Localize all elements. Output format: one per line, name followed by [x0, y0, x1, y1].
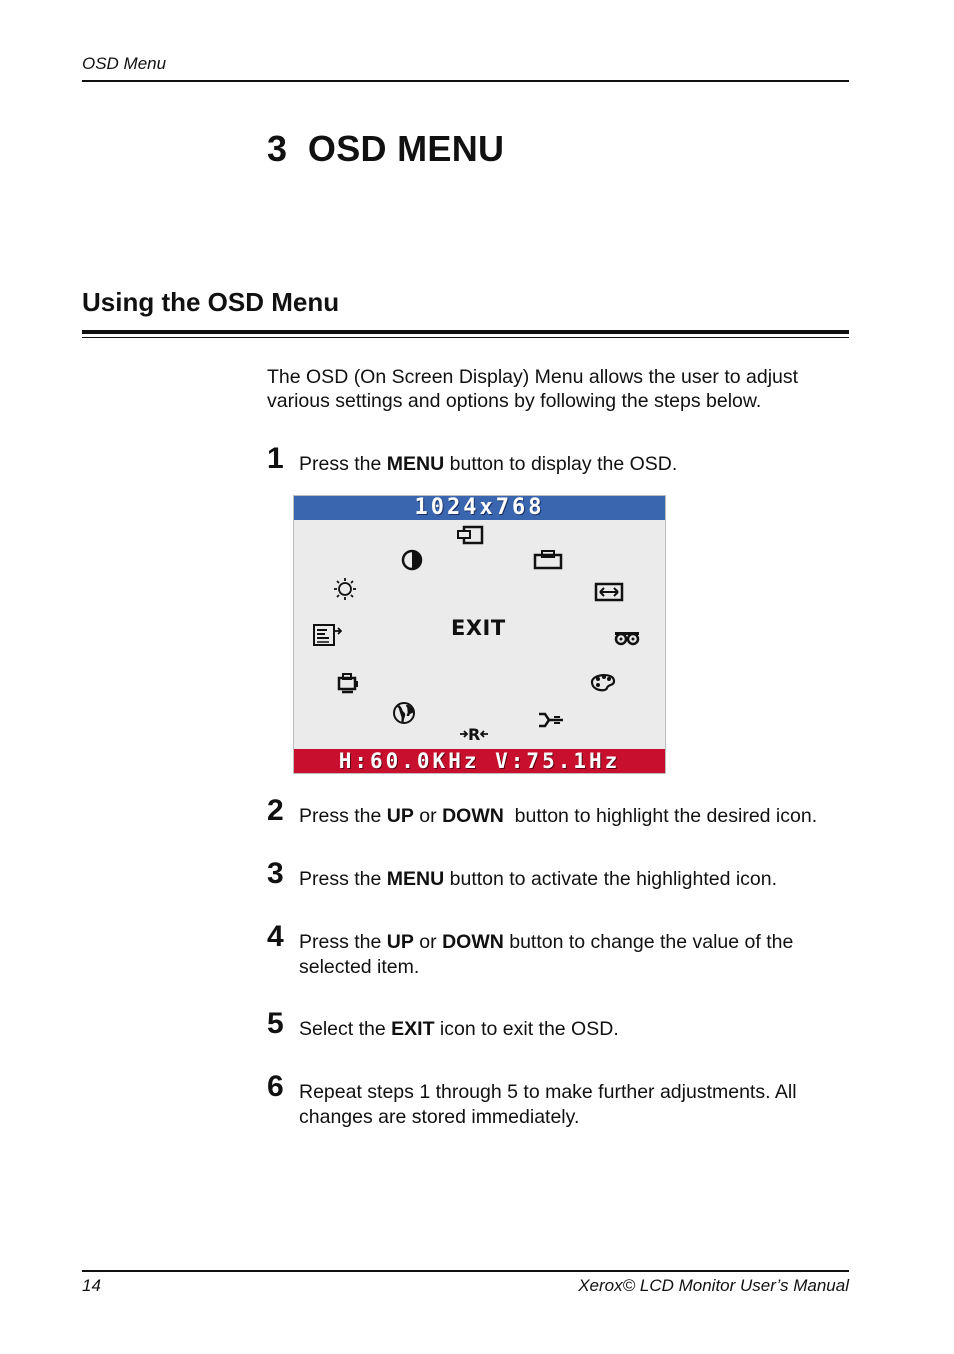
section-rule-thick	[82, 330, 849, 334]
step-text: Press the MENU button to display the OSD.	[299, 453, 678, 475]
step-number: 6	[267, 1070, 284, 1103]
chapter-title: 3 OSD MENU	[267, 128, 505, 169]
manual-title: Xerox© LCD Monitor User’s Manual	[578, 1276, 849, 1295]
osd-settings-icon	[334, 672, 364, 696]
contrast-icon	[397, 548, 427, 572]
color-temp-icon	[612, 624, 642, 648]
step-number: 1	[267, 442, 284, 475]
step-number: 2	[267, 794, 284, 827]
osd-exit-label: EXIT	[451, 616, 506, 640]
step-text: Press the MENU button to activate the highlighted icon.	[299, 868, 778, 890]
position-icon	[456, 523, 486, 547]
width-icon	[594, 580, 624, 604]
language-icon	[389, 701, 419, 725]
osd-screen	[293, 495, 666, 774]
footer-rule	[82, 1270, 849, 1272]
color-icon	[588, 670, 618, 694]
step-text: Press the UP or DOWN button to highlight the desired icon.	[299, 805, 818, 827]
exit-menu-icon	[312, 623, 342, 647]
section-title: Using the OSD Menu	[82, 287, 340, 317]
step-text: Select the EXIT icon to exit the OSD.	[299, 1018, 619, 1040]
running-head: OSD Menu	[82, 54, 167, 73]
step-number: 5	[267, 1007, 284, 1040]
svg-text:R: R	[468, 725, 481, 744]
step-text: Repeat steps 1 through 5 to make further adjustments. All changes are stored immediately.	[299, 1081, 797, 1128]
osd-frequency-bar: H:60.0KHz V:75.1Hz	[294, 749, 665, 773]
size-icon	[533, 548, 563, 572]
header-rule	[82, 80, 849, 82]
clock-phase-icon	[536, 708, 566, 732]
step-text: Press the UP or DOWN button to change the value of the selected item.	[299, 931, 794, 978]
section-rule-thin	[82, 337, 849, 338]
step-number: 3	[267, 857, 284, 890]
osd-resolution-bar: 1024x768	[294, 496, 665, 520]
intro-paragraph: The OSD (On Screen Display) Menu allows the user to adjust various settings and options by following the steps below.	[267, 366, 799, 412]
brightness-icon	[330, 577, 360, 601]
recall-icon	[459, 722, 489, 746]
step-number: 4	[267, 920, 284, 953]
page-number: 14	[82, 1276, 101, 1295]
